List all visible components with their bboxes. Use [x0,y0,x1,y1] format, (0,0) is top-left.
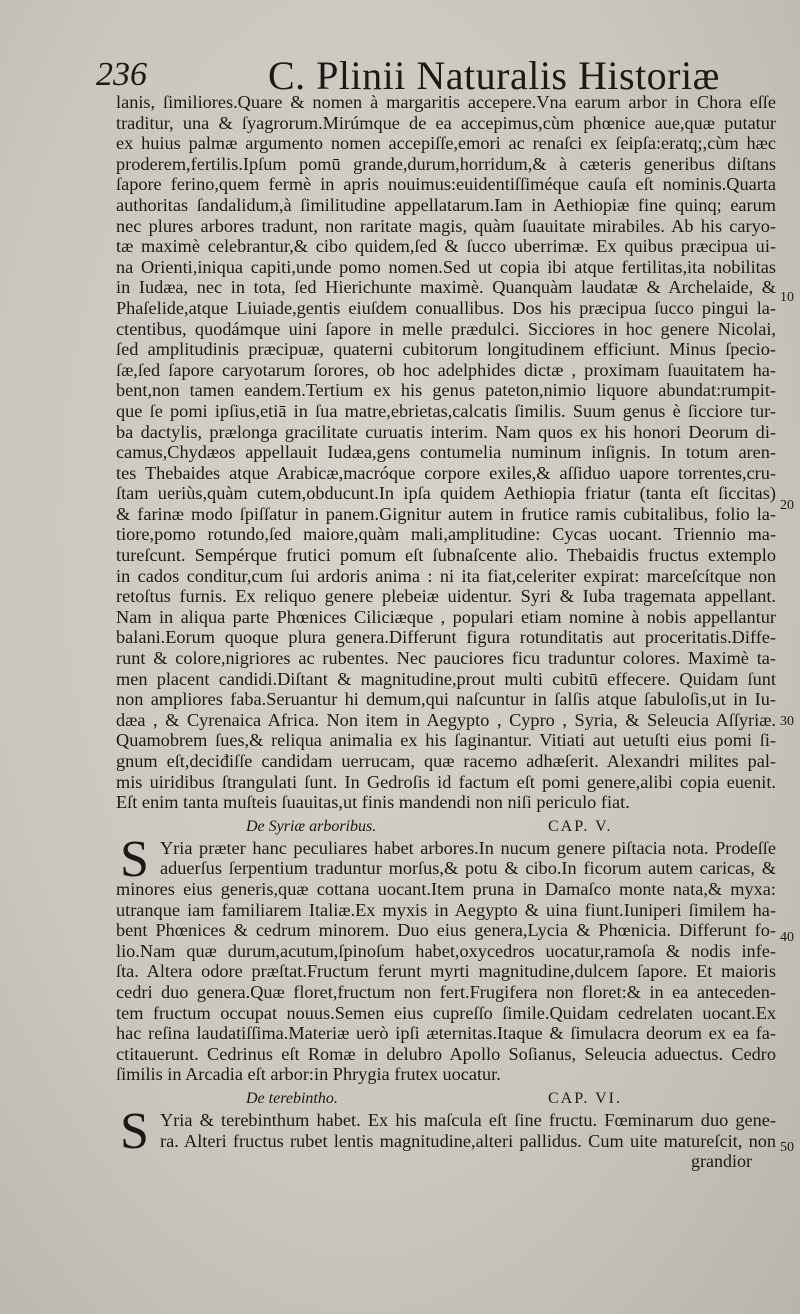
chapter-6-number: CAP. VI. [548,1089,622,1107]
text-line: authoritas ſandalidum,à ſimilitudine appellatarum.Iam in Aethiopiæ fine quinq; earum [116,194,776,215]
running-title: C. Plinii Naturalis Historiæ [268,53,720,98]
text-line: Nam in aliqua parte Phœnices Ciliciæque , populari etiam nomine à nobis appellantur [116,606,776,627]
text-line: traditur, una & ſyagrorum.Mirúmque de ea accepimus,cùm phœnice aue,quæ putatur [116,112,776,133]
line-number: 30 [780,714,794,729]
text-line: cedri duo genera.Quæ floret,fructum non fert.Frugifera non floret:& in ea anteceden- [116,981,776,1002]
chapter-5-title: De Syriæ arboribus. [246,817,377,835]
text-line: Phaſelide,atque Liuiade,gentis eiuſdem conuallibus. Dos his præcipua ſucco pingui la- [116,297,776,318]
text-line: Quamobrem ſues,& reliqua animalia ex his ſaginantur. Vitiati aut uetuſti eius pomi ſi- [116,730,776,751]
text-line: hac reſina laudatiſſima.Materiæ uerò ipſi æternitas.Itaque & ſimulacra deorum ex ea fa- [116,1023,776,1044]
text-line: utranque iam familiarem Italiæ.Ex myxis in Aegypto & uina fiunt.Iuniperi ſimilem ha- [116,899,776,920]
text-line: lio.Nam quæ durum,acutum,ſpinoſum habet,oxycedros uocatur,ramoſa & nodis infe- [116,940,776,961]
text-line: mis uiridibus ſtrangulati ſunt. In Gedroſis id factum eſt pomi genere,alibi copia euenit. [116,771,776,792]
line-number: 50 [780,1140,794,1155]
text-line: ex huius palmæ argumento nomen accepiſſe,emori ac renaſci ex ſeipſa:eratq;,cùm hæc [116,133,776,154]
text-line: lanis, ſimiliores.Quare & nomen à margaritis accepere.Vna earum arbor in Chora eſſe [116,92,776,112]
text-line: ctitauerunt. Cedrinus eſt Romæ in delubro Apollo Soſianus, Seleucia aduectus. Cedro [116,1043,776,1064]
text-line: proderem,fertilis.Ipſum pomū grande,durum,horridum,& à cæteris generibus diſtans [116,153,776,174]
text-line: retoſtus furnis. Ex reliquo genere plebeiæ uidentur. Syri & Iuba tragemata appellant. [116,586,776,607]
text-line: tes Thebaides atque Arabicæ,macróque corpore exiles,& aſſiduo uapore torrentes,cru- [116,462,776,483]
text-line: nec plures arbores tradunt, non raritate magis, quàm ſuauitate mirabiles. Ab his caryo- [116,215,776,236]
text-line: men placent candidi.Diſtant & magnitudine,prout multi cubitū effecere. Quidam ſunt [116,668,776,689]
text-line: minores eius generis,quæ cottana uocant.Item pruna in Damaſco monte nata,& myxa: [116,878,776,899]
chapter-6-title: De terebintho. [246,1089,338,1107]
text-line: ſapore ferino,quem fermè in apris nouimus:euidentiſſiméque cauſa eſt nominis.Quarta [116,174,776,195]
drop-cap: S [120,830,149,888]
text-block-chapter-5 [116,838,776,1085]
line-number: 10 [780,290,794,305]
text-line: runt & colore,nigriores ac rubentes. Nec pauciores ficu traduntur colores. Maximè ta- [116,648,776,669]
text-line: tureſcunt. Sempérque frutici pomum eſt ſubnaſcente alio. Thebaidis fructus extemplo [116,545,776,566]
text-line: ſtam ueriùs,quàm cutem,obducunt.In ipſa quidem Aethiopia friatur (tanta eſt ſiccitas) [116,483,776,504]
text-line: ſta. Altera odore præſtat.Fructum ferunt myrti magnitudine,dulcem ſapore. Et maioris [116,961,776,982]
text-line: tiore,pomo rotundo,ſed maiore,quàm mali,amplitudine: Cycas uocant. Triennio ma- [116,524,776,545]
chapter-5-number: CAP. V. [548,817,613,835]
text-line: ſæ,ſed ſapore caryotarum ſorores, ob hoc adelphides dictæ , proximam ſuauitatem ha- [116,359,776,380]
page-number: 236 [96,56,147,93]
chapter-5-heading [116,816,776,838]
text-line: na Orienti,iniqua capiti,unde pomo nomen.Sed ut copia ibi atque fertilitas,ita nobilitas [116,256,776,277]
text-line: tem fructum occupat nouus.Semen eius cupreſſo ſimile.Quidam cedrelaten uocant.Ex [116,1002,776,1023]
text-block-chapter-4-end [116,92,776,813]
line-number: 20 [780,498,794,513]
main-text [116,92,776,1173]
text-line: tæ maximè celebrantur,& cibo quidem,ſed & ſucco uberrimæ. Ex quibus præcipua ui- [116,236,776,257]
text-line: ctentibus, quodámque uini ſapore in melle prædulci. Sicciores in hoc genere Nicolai, [116,318,776,339]
chapter-6-heading [116,1088,776,1110]
text-line: camus,Chydæos appellauit Iudæa,gens contumelia numinum inſignis. In totum aren- [116,442,776,463]
text-line: bent,non tamen eandem.Tertium ex his genus pateton,nimio liquore abundat:rumpit- [116,380,776,401]
text-line: ſimilis in Arcadia eſt arbor:in Phrygia frutex uocatur. [116,1064,501,1085]
text-line: & farinæ modo ſpiſſatur in panem.Gignitur autem in frutice ramis cubitalibus, folio la- [116,503,776,524]
text-line: in Iudæa, nec in tota, ſed Hierichunte maximè. Quanquàm laudatæ & Archelaide, & [116,277,776,298]
text-line: Eſt enim tanta muſteis ſuauitas,ut finis mandendi non niſi periculo fiat. [116,792,630,813]
chapter-5-text [116,830,776,1085]
text-line: gnum eſt,deciđiſſe candidam uerrucam, quæ racemo adhæſerit. Alexandri milites pal- [116,751,776,771]
text-line: bent Phœnices & cedrum minorem. Duo eius genera,Lycia & Phœnicia. Differunt fo- [116,920,776,941]
text-line: ſed amplitudinis præcipuæ, quaterni cubitorum longitudinem efficiunt. Minus ſpecio- [116,339,776,360]
text-line: Yria præter hanc peculiares habet arbores.In nucum genere piſtacia nota. Prodeſſe [160,837,776,858]
text-line: que ſe pomi ipſius,etiā in ſua matre,ebrietas,calcatis ſimilis. Suum genus è ſicciore tur- [116,400,776,421]
chapter-6-text [116,1102,776,1160]
text-line: Yria & terebinthum habet. Ex his maſcula eſt ſine fructu. Fœminarum duo gene- [160,1109,776,1130]
text-line: non ampliores faba.Seruantur hi demum,qui naſcuntur in ſalſis atque ſabuloſis,ut in Iu- [116,689,776,710]
text-line: balani.Eorum quoque plura genera.Differunt figura rotunditatis aut proceritatis.Diffe- [116,627,776,648]
text-block-chapter-6 [116,1110,776,1151]
text-line: ra. Alteri fructus rubet lentis magnitudine,alteri pallidus. Cum uite matureſcit, non [160,1130,776,1151]
text-line: aduerſus ſerpentium traduntur morſus,& potu & cibo.In ficorum autem caricas, & [160,858,776,879]
catchword: grandior [691,1151,752,1172]
text-line: in cados conditur,cum ſui ardoris anima : ni ita fiat,celeriter expirat: marceſcítque non [116,565,776,586]
text-line: ba dactylis, prælonga gracilitate curuatis interim. Nam quos ex his honori Deorum di- [116,421,776,442]
text-line: dæa , & Cyrenaica Africa. Non item in Aegypto , Cypro , Syria, & Seleucia Aſſyriæ. [116,709,776,730]
drop-cap: S [120,1102,149,1160]
line-number: 40 [780,930,794,945]
